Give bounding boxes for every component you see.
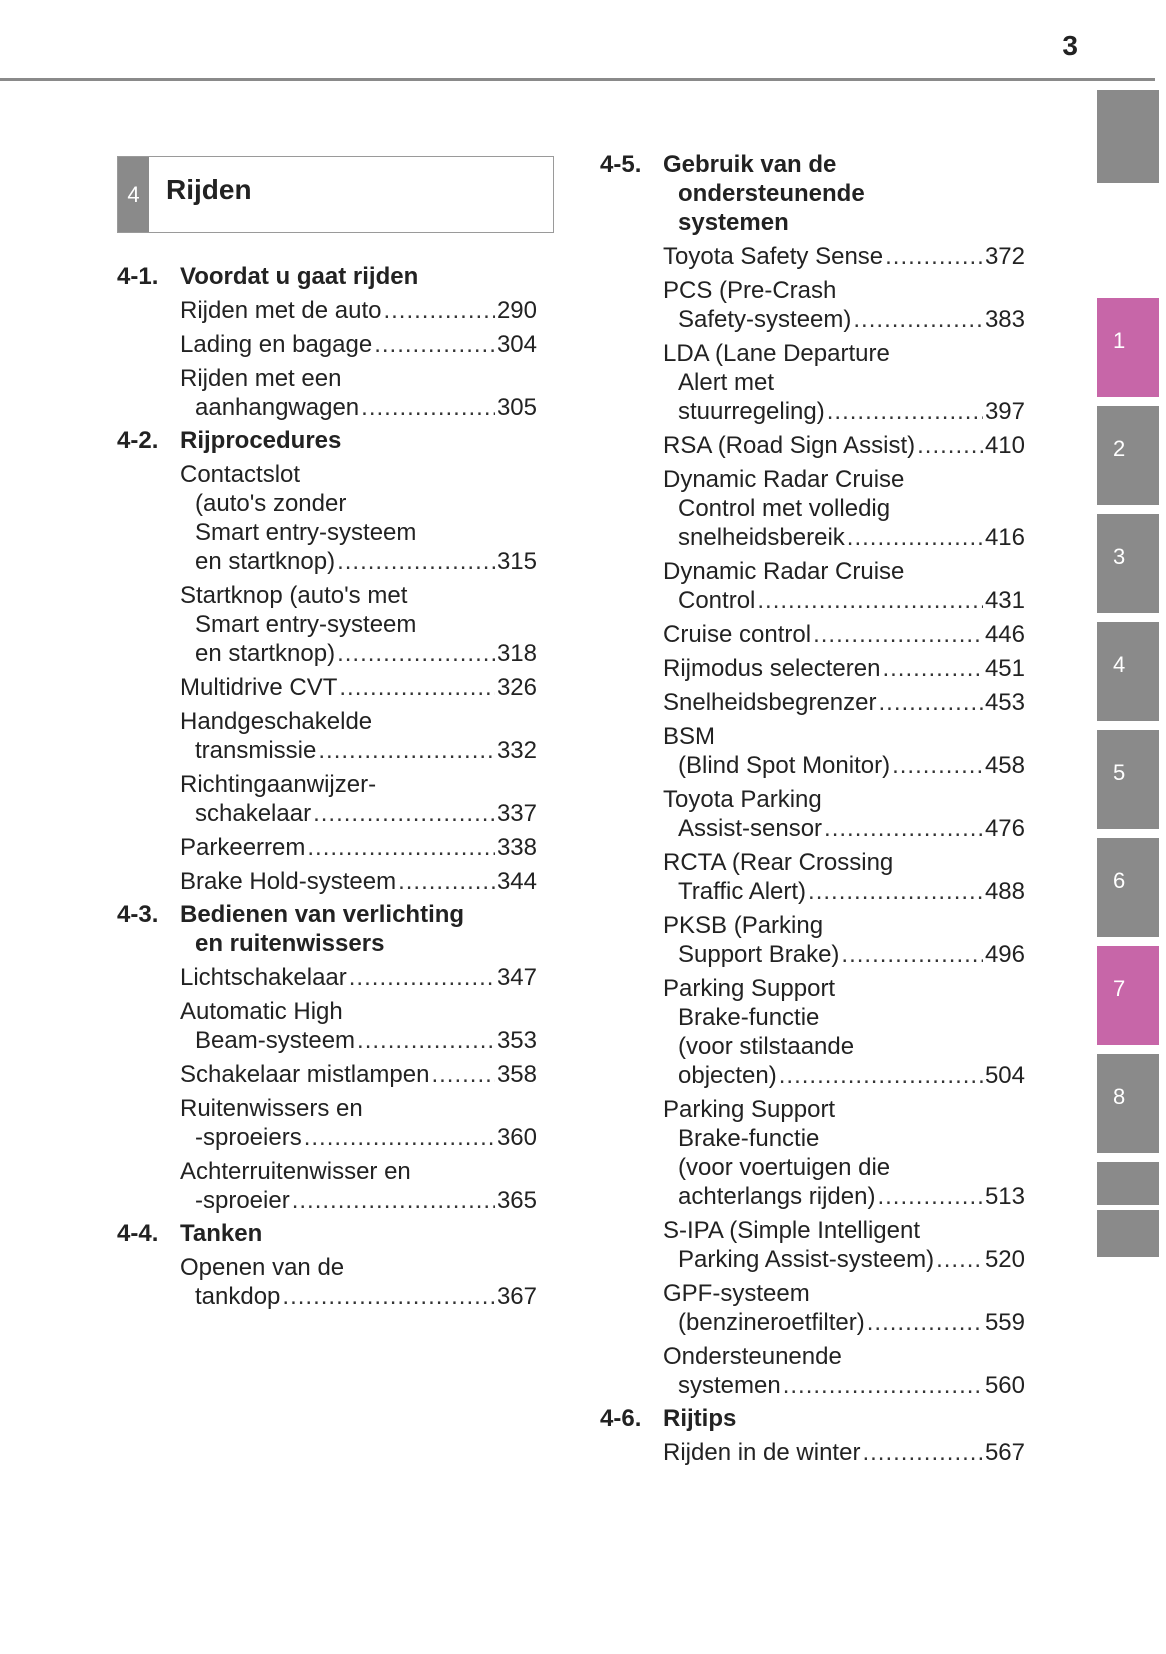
dot-leader [339, 673, 495, 702]
chapter-tab[interactable] [1097, 1054, 1159, 1153]
entry-page-number: 338 [496, 834, 537, 861]
dot-leader [882, 654, 983, 683]
entry-text-line: RSA (Road Sign Assist) [663, 432, 916, 459]
toc-section [117, 900, 537, 1215]
toc-entry[interactable] [180, 1060, 537, 1089]
section-heading [117, 1219, 537, 1248]
toc-entry[interactable] [663, 339, 1025, 426]
entry-last-line [663, 586, 1025, 615]
toc-section [600, 150, 1025, 1400]
section-number: 4-3. [117, 901, 159, 928]
toc-entry[interactable] [180, 460, 537, 576]
dot-leader [824, 814, 983, 843]
entry-last-line [663, 1438, 1025, 1467]
chapter-tab[interactable] [1097, 730, 1159, 829]
section-number: 4-6. [600, 1405, 642, 1432]
toc-entry[interactable] [663, 848, 1025, 906]
entry-page-number: 520 [984, 1246, 1025, 1273]
toc-entry[interactable] [663, 785, 1025, 843]
dot-leader [827, 397, 983, 426]
entry-text-line: stuurregeling) [678, 398, 825, 425]
section-entries [180, 460, 537, 896]
dot-leader [337, 639, 495, 668]
dot-leader [936, 1245, 983, 1274]
entry-last-line [663, 620, 1025, 649]
entry-text-line: Rijden in de winter [663, 1439, 861, 1466]
toc-entry[interactable] [663, 974, 1025, 1090]
dot-leader [878, 688, 982, 717]
entry-text-line: schakelaar [195, 800, 312, 827]
entry-text-line: en startknop) [195, 548, 336, 575]
entry-text-line: Automatic High [180, 998, 343, 1025]
entry-last-line [180, 296, 537, 325]
section-title [180, 426, 537, 455]
entry-page-number: 304 [496, 331, 537, 358]
toc-entry[interactable] [663, 1216, 1025, 1274]
dot-leader [374, 330, 495, 359]
entry-last-line [180, 1282, 537, 1311]
entry-text-line: RCTA (Rear Crossing [663, 849, 894, 876]
entry-last-line [180, 547, 537, 576]
entry-last-line [180, 1186, 537, 1215]
entry-last-line [180, 1026, 537, 1055]
entry-text-line: snelheidsbereik [678, 524, 845, 551]
toc-section [117, 426, 537, 896]
toc-entry[interactable] [180, 833, 537, 862]
entry-text-line: Rijden met een [180, 365, 342, 392]
entry-page-number: 476 [984, 815, 1025, 842]
entry-last-line [180, 1123, 537, 1152]
chapter-tab[interactable] [1097, 622, 1159, 721]
chapter-tab[interactable] [1097, 298, 1159, 397]
entry-page-number: 326 [496, 674, 537, 701]
entry-text-line: Parking Assist-systeem) [678, 1246, 935, 1273]
entry-text-line: S-IPA (Simple Intelligent [663, 1217, 921, 1244]
entry-last-line [180, 963, 537, 992]
dot-leader [398, 867, 495, 896]
dot-leader [808, 877, 983, 906]
dot-leader [783, 1371, 983, 1400]
dot-leader [917, 431, 983, 460]
toc-entry[interactable] [180, 867, 537, 896]
section-title-line: Voordat u gaat rijden [180, 263, 419, 290]
section-entries [180, 1253, 537, 1311]
chapter-tab-label: 7 [1113, 976, 1126, 1001]
entry-text-line: Traffic Alert) [678, 878, 807, 905]
section-heading [117, 426, 537, 455]
section-title-line: Tanken [180, 1220, 263, 1247]
section-title [180, 262, 537, 291]
entry-last-line [180, 1060, 537, 1089]
toc-entry[interactable] [663, 1095, 1025, 1211]
entry-text-line: en startknop) [195, 640, 336, 667]
entry-page-number: 305 [496, 394, 537, 421]
toc-right-column [600, 150, 1025, 1467]
toc-section [600, 1404, 1025, 1467]
toc-entry[interactable] [180, 364, 537, 422]
entry-text-line: Control [678, 587, 756, 614]
entry-text-line: Schakelaar mistlampen [180, 1061, 430, 1088]
entry-text-line: Parking Support [663, 1096, 836, 1123]
entry-last-line [663, 305, 1025, 334]
chapter-header [117, 156, 554, 233]
toc-entry[interactable] [663, 911, 1025, 969]
dot-leader [292, 1186, 495, 1215]
entry-text-line: GPF-systeem [663, 1280, 810, 1307]
toc-section [117, 1219, 537, 1311]
entry-page-number: 367 [496, 1283, 537, 1310]
entry-text-line: Smart entry-systeem [195, 611, 417, 638]
dot-leader [892, 751, 983, 780]
entry-last-line [180, 639, 537, 668]
section-entries [663, 242, 1025, 1400]
dot-leader [337, 547, 495, 576]
section-title-line: ondersteunende [678, 180, 865, 207]
entry-last-line [180, 330, 537, 359]
entry-text-line: Startknop (auto's met [180, 582, 408, 609]
dot-leader [813, 620, 983, 649]
entry-last-line [663, 1182, 1025, 1211]
toc-entry[interactable] [663, 722, 1025, 780]
chapter-tab-label: 6 [1113, 868, 1126, 893]
entry-last-line [663, 654, 1025, 683]
chapter-tab[interactable] [1097, 1162, 1159, 1205]
entry-text-line: -sproeier [195, 1187, 290, 1214]
toc-entry[interactable] [663, 688, 1025, 717]
entry-text-line: Alert met [678, 369, 775, 396]
entry-text-line: Multidrive CVT [180, 674, 338, 701]
entry-text-line: Ruitenwissers en [180, 1095, 363, 1122]
entry-text-line: Toyota Parking [663, 786, 822, 813]
section-title-line: systemen [678, 209, 789, 236]
entry-last-line [663, 814, 1025, 843]
section-heading [117, 262, 537, 291]
entry-page-number: 353 [496, 1027, 537, 1054]
entry-text-line: -sproeiers [195, 1124, 302, 1151]
entry-text-line: Dynamic Radar Cruise [663, 466, 905, 493]
entry-text-line: (Blind Spot Monitor) [678, 752, 891, 779]
dot-leader [282, 1282, 495, 1311]
entry-text-line: Contactslot [180, 461, 301, 488]
entry-text-line: Rijmodus selecteren [663, 655, 881, 682]
entry-text-line: PCS (Pre-Crash [663, 277, 837, 304]
dot-leader [877, 1182, 983, 1211]
chapter-tab[interactable] [1097, 90, 1159, 183]
toc-entry[interactable] [180, 1253, 537, 1311]
toc-entry[interactable] [180, 770, 537, 828]
section-entries [180, 963, 537, 1215]
entry-page-number: 488 [984, 878, 1025, 905]
section-title [663, 150, 1025, 237]
section-number: 4-1. [117, 263, 159, 290]
dot-leader [304, 1123, 495, 1152]
entry-text-line: Brake-functie [678, 1004, 820, 1031]
chapter-tab-label: 4 [1113, 652, 1126, 677]
chapter-title: Rijden [166, 174, 252, 205]
chapter-tab-label: 8 [1113, 1084, 1126, 1109]
entry-text-line: Cruise control [663, 621, 812, 648]
entry-page-number: 451 [984, 655, 1025, 682]
entry-last-line [663, 877, 1025, 906]
toc-section [117, 262, 537, 422]
entry-text-line: Brake Hold-systeem [180, 868, 397, 895]
entry-text-line: (auto's zonder [195, 490, 347, 517]
entry-text-line: systemen [678, 1372, 781, 1399]
entry-text-line: Control met volledig [678, 495, 891, 522]
entry-last-line [663, 1308, 1025, 1337]
dot-leader [357, 1026, 495, 1055]
entry-text-line: LDA (Lane Departure [663, 340, 890, 367]
entry-last-line [180, 393, 537, 422]
entry-last-line [663, 1245, 1025, 1274]
entry-page-number: 416 [984, 524, 1025, 551]
entry-last-line [663, 688, 1025, 717]
chapter-tab[interactable] [1097, 1210, 1159, 1257]
toc-left-column [117, 262, 537, 1311]
entry-last-line [663, 1061, 1025, 1090]
entry-last-line [663, 431, 1025, 460]
entry-text-line: Dynamic Radar Cruise [663, 558, 905, 585]
entry-text-line: BSM [663, 723, 716, 750]
entry-text-line: (voor voertuigen die [678, 1154, 891, 1181]
entry-text-line: Smart entry-systeem [195, 519, 417, 546]
entry-page-number: 567 [984, 1439, 1025, 1466]
toc-entry[interactable] [180, 997, 537, 1055]
entry-page-number: 337 [496, 800, 537, 827]
entry-last-line [663, 242, 1025, 271]
entry-text-line: Snelheidsbegrenzer [663, 689, 877, 716]
entry-text-line: Ondersteunende [663, 1343, 842, 1370]
toc-entry[interactable] [663, 1279, 1025, 1337]
entry-text-line: Beam-systeem [195, 1027, 356, 1054]
toc-entry[interactable] [663, 620, 1025, 649]
entry-text-line: achterlangs rijden) [678, 1183, 876, 1210]
entry-text-line: Assist-sensor [678, 815, 823, 842]
toc-entry[interactable] [663, 431, 1025, 460]
entry-text-line: Parking Support [663, 975, 836, 1002]
entry-page-number: 397 [984, 398, 1025, 425]
toc-entry[interactable] [180, 707, 537, 765]
chapter-tab[interactable] [1097, 514, 1159, 613]
entry-last-line [180, 867, 537, 896]
entry-text-line: Support Brake) [678, 941, 840, 968]
entry-text-line: Brake-functie [678, 1125, 820, 1152]
entry-page-number: 347 [496, 964, 537, 991]
entry-last-line [180, 673, 537, 702]
entry-page-number: 365 [496, 1187, 537, 1214]
entry-page-number: 315 [496, 548, 537, 575]
section-title-line: Bedienen van verlichting [180, 901, 465, 928]
entry-page-number: 560 [984, 1372, 1025, 1399]
entry-page-number: 559 [984, 1309, 1025, 1336]
chapter-tab-label: 2 [1113, 436, 1126, 461]
toc-entry[interactable] [180, 1157, 537, 1215]
section-entries [180, 296, 537, 422]
toc-entry[interactable] [180, 1094, 537, 1152]
dot-leader [318, 736, 495, 765]
entry-page-number: 332 [496, 737, 537, 764]
section-title-line: Gebruik van de [663, 151, 837, 178]
entry-text-line: Handgeschakelde [180, 708, 373, 735]
section-number: 4-2. [117, 427, 159, 454]
dot-leader [847, 523, 983, 552]
section-title [180, 1219, 537, 1248]
dot-leader [313, 799, 495, 828]
entry-text-line: Richtingaanwijzer- [180, 771, 377, 798]
entry-text-line: (benzineroetfilter) [678, 1309, 865, 1336]
section-title-line: en ruitenwissers [195, 930, 385, 957]
entry-text-line: Achterruitenwisser en [180, 1158, 411, 1185]
entry-page-number: 513 [984, 1183, 1025, 1210]
entry-text-line: Openen van de [180, 1254, 345, 1281]
entry-page-number: 410 [984, 432, 1025, 459]
dot-leader [862, 1438, 983, 1467]
section-title-line: Rijtips [663, 1405, 737, 1432]
toc-entry[interactable] [663, 465, 1025, 552]
entry-last-line [663, 397, 1025, 426]
entry-text-line: Lading en bagage [180, 331, 373, 358]
entry-last-line [663, 940, 1025, 969]
section-title-line: Rijprocedures [180, 427, 342, 454]
dot-leader [779, 1061, 983, 1090]
entry-text-line: (voor stilstaande [678, 1033, 855, 1060]
entry-text-line: objecten) [678, 1062, 777, 1089]
dot-leader [431, 1060, 495, 1089]
toc-entry[interactable] [663, 276, 1025, 334]
dot-leader [841, 940, 983, 969]
entry-page-number: 431 [984, 587, 1025, 614]
entry-page-number: 458 [984, 752, 1025, 779]
chapter-tab-label: 1 [1113, 328, 1126, 353]
entry-page-number: 504 [984, 1062, 1025, 1089]
toc-entry[interactable] [663, 557, 1025, 615]
entry-text-line: Toyota Safety Sense [663, 243, 884, 270]
dot-leader [383, 296, 494, 325]
entry-last-line [663, 523, 1025, 552]
toc-entry[interactable] [180, 673, 537, 702]
entry-page-number: 372 [984, 243, 1025, 270]
entry-page-number: 496 [984, 941, 1025, 968]
section-heading [117, 900, 537, 958]
toc-entry[interactable] [180, 581, 537, 668]
toc-entry[interactable] [663, 242, 1025, 271]
dot-leader [867, 1308, 983, 1337]
entry-text-line: Safety-systeem) [678, 306, 852, 333]
entry-text-line: Parkeerrem [180, 834, 306, 861]
dot-leader [361, 393, 495, 422]
section-number: 4-5. [600, 151, 642, 178]
chapter-tab[interactable] [1097, 946, 1159, 1045]
entry-text-line: Rijden met de auto [180, 297, 382, 324]
top-rule [0, 78, 1155, 81]
dot-leader [885, 242, 983, 271]
entry-last-line [180, 736, 537, 765]
toc-entry[interactable] [663, 1342, 1025, 1400]
page-number: 3 [1062, 30, 1078, 61]
entry-page-number: 344 [496, 868, 537, 895]
entry-last-line [180, 833, 537, 862]
section-title [663, 1404, 1025, 1433]
section-entries [663, 1438, 1025, 1467]
entry-text-line: Lichtschakelaar [180, 964, 347, 991]
entry-page-number: 383 [984, 306, 1025, 333]
chapter-tab-label: 3 [1113, 544, 1126, 569]
section-heading [600, 1404, 1025, 1433]
toc-entry[interactable] [663, 1438, 1025, 1467]
chapter-tab[interactable] [1097, 838, 1159, 937]
entry-last-line [663, 1371, 1025, 1400]
dot-leader [349, 963, 495, 992]
toc-entry[interactable] [180, 963, 537, 992]
section-title [180, 900, 537, 958]
entry-text-line: PKSB (Parking [663, 912, 824, 939]
entry-page-number: 360 [496, 1124, 537, 1151]
entry-last-line [663, 751, 1025, 780]
entry-text-line: transmissie [195, 737, 317, 764]
entry-page-number: 453 [984, 689, 1025, 716]
section-heading [600, 150, 1025, 237]
entry-page-number: 290 [496, 297, 537, 324]
entry-last-line [180, 799, 537, 828]
chapter-number: 4 [118, 157, 149, 232]
entry-page-number: 358 [496, 1061, 537, 1088]
dot-leader [307, 833, 495, 862]
chapter-tab-label: 5 [1113, 760, 1126, 785]
toc-entry[interactable] [180, 296, 537, 325]
toc-entry[interactable] [663, 654, 1025, 683]
dot-leader [757, 586, 983, 615]
entry-page-number: 446 [984, 621, 1025, 648]
entry-text-line: tankdop [195, 1283, 281, 1310]
dot-leader [853, 305, 983, 334]
section-number: 4-4. [117, 1220, 159, 1247]
entry-page-number: 318 [496, 640, 537, 667]
toc-entry[interactable] [180, 330, 537, 359]
entry-text-line: aanhangwagen [195, 394, 360, 421]
chapter-tab[interactable] [1097, 406, 1159, 505]
